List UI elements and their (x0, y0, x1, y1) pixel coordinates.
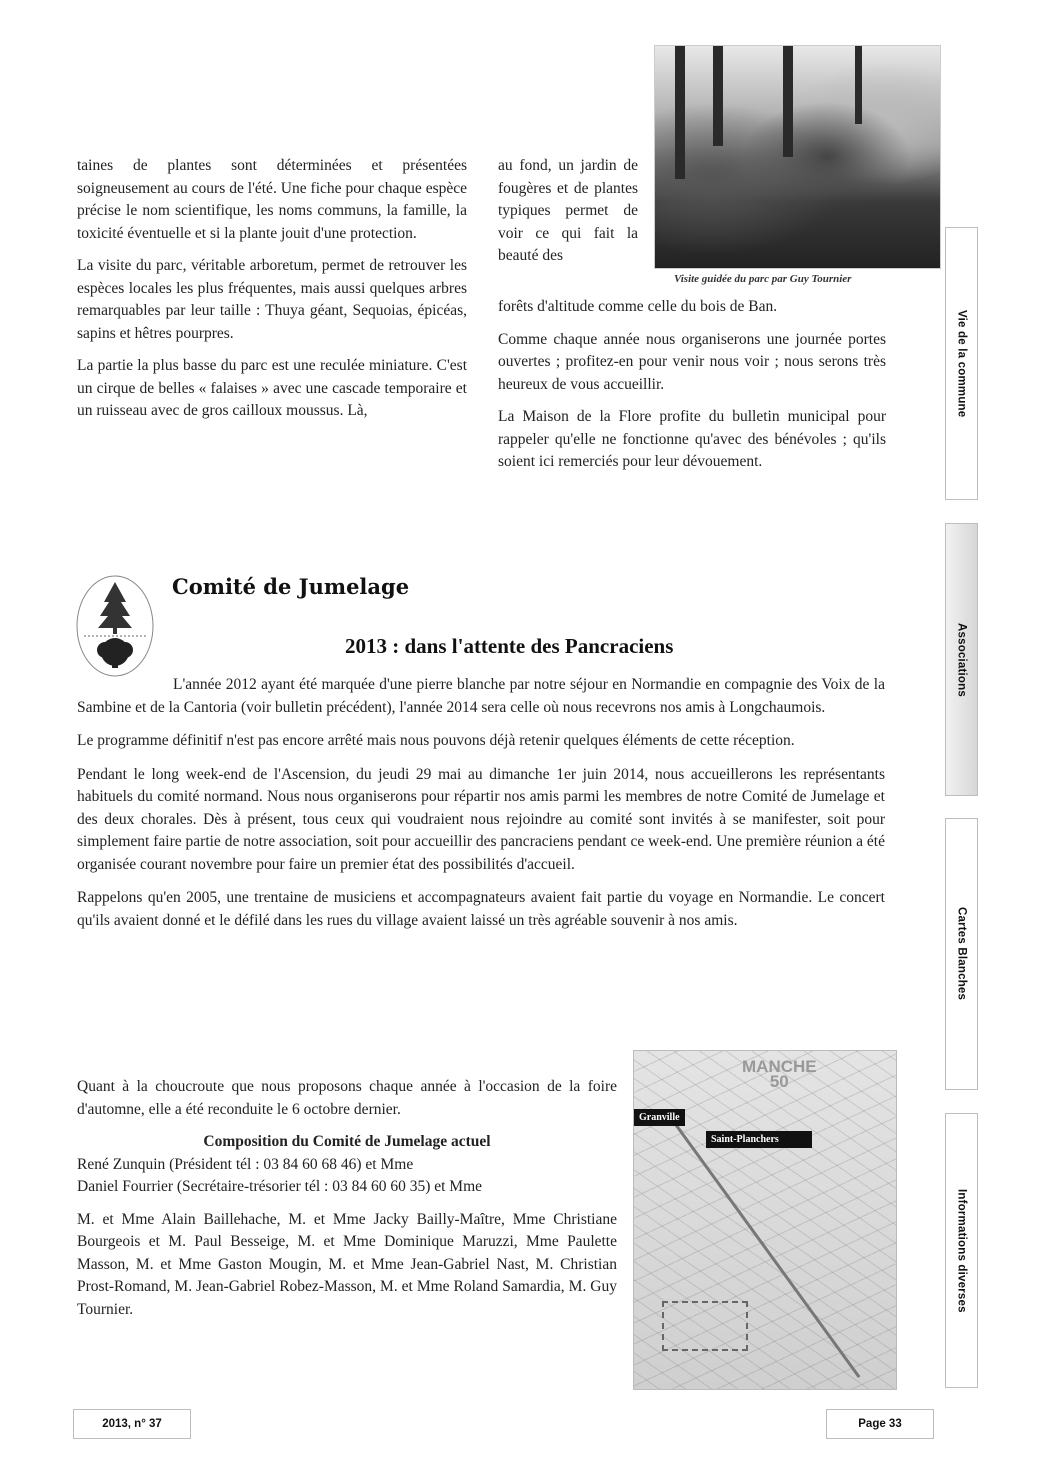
photo-caption: Visite guidée du parc par Guy Tournier (674, 273, 852, 285)
section-title: Comité de Jumelage (172, 574, 410, 599)
article-subtitle: 2013 : dans l'attente des Pancraciens (345, 634, 674, 658)
paragraph: taines de plantes sont déterminées et présentées soigneusement au cours de l'été. Une fiche pour chaque espèce précise le nom scientifique, les noms communs, la famille, la toxicité éventuelle et si la plante jouit d'une protection. (77, 157, 467, 242)
paragraph: Quant à la choucroute que nous proposons chaque année à l'occasion de la foire d'automne, elle a été reconduite le 6 octobre dernier. (77, 1078, 617, 1118)
map-label-granville: Granville (634, 1109, 685, 1126)
page-number: Page 33 (826, 1409, 934, 1439)
tab-label: Informations diverses (955, 1188, 968, 1313)
tab-label: Associations (955, 622, 968, 697)
paragraph: Comme chaque année nous organiserons une journée portes ouvertes ; profitez-en pour venir nous voir ; nous serons très heureux de vous accueillir. (498, 330, 886, 393)
article-body (77, 674, 885, 943)
normandy-map (633, 1050, 897, 1390)
tab-associations[interactable] (945, 523, 978, 796)
map-dashed-area (662, 1301, 748, 1351)
paragraph: La visite du parc, véritable arboretum, permet de retrouver les espèces locales les plus fréquentes, mais aussi quelques arbres remarquables par leur taille : Thuya géant, Sequoias, épicéas, sapins et hêtres pourpres. (77, 257, 467, 342)
paragraph: forêts d'altitude comme celle du bois de Ban. (498, 298, 778, 315)
paragraph: La Maison de la Flore profite du bulletin municipal pour rappeler qu'elle ne fonctionne qu'avec des bénévoles ; qu'ils soient ici remerciés pour leur dévouement. (498, 408, 886, 470)
top-right-narrow-column (498, 155, 638, 268)
tab-label: Cartes Blanches (955, 907, 968, 1001)
tree-emblem-icon (74, 572, 156, 680)
president-line: René Zunquin (Président tél : 03 84 60 68 46) et Mme (77, 1155, 414, 1173)
article-body-narrow (77, 1076, 617, 1331)
tab-vie-de-la-commune[interactable] (945, 227, 978, 500)
tab-label: Vie de la commune (955, 309, 968, 418)
members-list: M. et Mme Alain Baillehache, M. et Mme Jacky Bailly-Maître, Mme Christiane Bourgeois et M. Paul Besseige, M. et Mme Dominique Maruzzi, Mme Paulette Masson, M. et Mme Gaston Mougin, M. et Mme Jean-Gabriel Nast, M. Christian Prost-Romand, M. Jean-Gabriel Robez-Masson, M. et Mme Roland Samardia, M. Guy Tournier. (77, 1210, 617, 1318)
tab-cartes-blanches[interactable] (945, 818, 978, 1090)
map-dept-label: MANCHE 50 (742, 1057, 817, 1091)
paragraph: Le programme définitif n'est pas encore arrêté mais nous pouvons déjà retenir quelques éléments de cette réception. (77, 732, 795, 749)
jumelage-logo (74, 572, 156, 680)
paragraph: Rappelons qu'en 2005, une trentaine de musiciens et accompagnateurs avaient fait partie du voyage en Normandie. Le concert qu'ils avaient donné et le défilé dans les rues du village avaient laissé un très agréable souvenir à nos amis. (77, 889, 885, 929)
top-left-column (77, 155, 467, 433)
paragraph: Pendant le long week-end de l'Ascension, du jeudi 29 mai au dimanche 1er juin 2014, nous accueillerons les représentants habituels du comité normand. Nous nous organiserons pour répartir nos amis parmi les membres de notre Comité de Jumelage et des deux chorales. Dès à présent, tous ceux qui voudraient nous rejoindre au comité sont invités à se manifester, soit pour simplement faire partie de notre association, soit pour accueillir des pancraciens pendant ce week-end. Une première réunion a été organisée courant novembre pour faire un premier état des possibilités d'accueil. (77, 765, 885, 873)
secretary-line: Daniel Fourrier (Secrétaire-trésorier tél : 03 84 60 60 35) et Mme (77, 1178, 483, 1195)
composition-title: Composition du Comité de Jumelage actuel (203, 1133, 491, 1150)
park-visit-photo (654, 45, 941, 269)
paragraph: L'année 2012 ayant été marquée d'une pierre blanche par notre séjour en Normandie en compagnie des Voix de la Sambine et de la Cantoria (voir bulletin précédent), l'année 2014 sera celle où nous recevrons nos amis à Longchaumois. (77, 676, 885, 716)
paragraph: La partie la plus basse du parc est une reculée miniature. C'est un cirque de belles « falaises » avec une cascade temporaire et un ruisseau avec de gros cailloux moussus. Là, (77, 357, 467, 419)
top-right-column (498, 296, 886, 484)
tab-informations-diverses[interactable] (945, 1113, 978, 1388)
issue-number: 2013, n° 37 (73, 1409, 191, 1439)
map-label-saint-planchers: Saint-Planchers (706, 1131, 812, 1148)
paragraph: au fond, un jardin de fougères et de plantes typiques permet de voir ce qui fait la beauté des (498, 157, 638, 264)
